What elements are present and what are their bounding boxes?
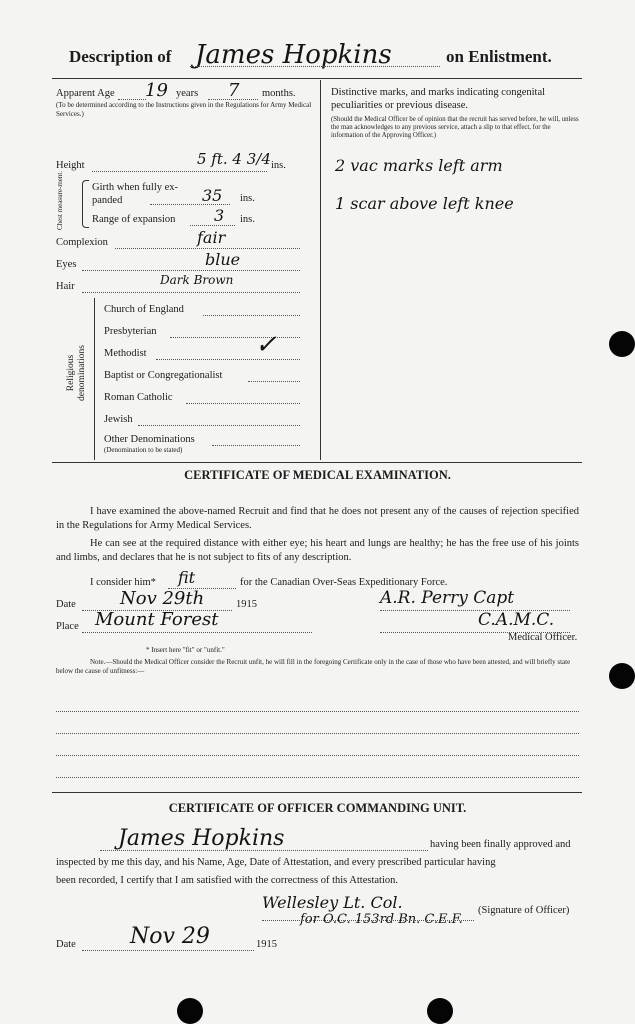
height-value: 5 ft. 4 3/4 — [197, 150, 271, 168]
complexion-label: Complexion — [56, 237, 108, 248]
methodist-dots — [156, 359, 300, 360]
commanding-text-a: having been finally approved and — [430, 839, 571, 850]
commanding-text-b: inspected by me this day, and his Name, Age, Date of Attestation, and every prescribed particular having — [56, 857, 496, 868]
coe-dots — [203, 315, 300, 316]
medical-para-2: He can see at the required distance with either eye; his heart and lungs are healthy; he has the free use of his joints and limbs, and declares that he is not subject to fits of any description. — [56, 538, 579, 563]
range-dots — [190, 225, 235, 226]
commanding-name: James Hopkins — [118, 826, 285, 851]
baptist-label: Baptist or Congregationalist — [104, 370, 223, 381]
height-label: Height — [56, 160, 85, 171]
commanding-date-dots — [82, 950, 254, 951]
date-value: Nov 29th — [120, 588, 205, 609]
age-note: (To be determined according to the Instructions given in the Regulations for Army Medical Services.) — [56, 101, 312, 118]
hair-value: Dark Brown — [160, 273, 234, 287]
medical-officer-label: Medical Officer. — [508, 632, 578, 643]
header-rule — [52, 78, 582, 79]
signature-of-officer-label: (Signature of Officer) — [478, 905, 570, 916]
punch-hole-bottom-1 — [177, 998, 203, 1024]
age-dots — [118, 99, 146, 100]
age-years: 19 — [145, 80, 168, 101]
title-suffix: on Enlistment. — [446, 47, 552, 66]
medical-note: Note.—Should the Medical Officer consider the Recruit unfit, he will fill in the foregoing Certificate only in the case of those who have been attested, and will briefly state below the cause of unfitness:— — [56, 658, 571, 675]
medical-para-1: I have examined the above-named Recruit and find that he does not present any of the causes of rejection specified in the Regulations for Army Medical Services. — [56, 506, 579, 531]
marks-heading: Distinctive marks, and marks indicating congenital peculiarities or previous disease. — [331, 87, 546, 111]
eyes-dots — [82, 270, 300, 271]
girth-label: Girth when fully ex-panded — [92, 182, 179, 206]
range-unit: ins. — [240, 214, 255, 225]
eyes-value: blue — [205, 250, 241, 269]
title-underline — [190, 66, 440, 67]
unfitness-line-2 — [56, 733, 579, 734]
commanding-heading: CERTIFICATE OF OFFICER COMMANDING UNIT. — [168, 801, 467, 815]
religion-heading — [62, 300, 90, 460]
jewish-dots — [138, 425, 300, 426]
years-label: years — [176, 88, 199, 99]
marks-entry-2: 1 scar above left knee — [335, 194, 514, 213]
marks-note: (Should the Medical Officer be of opinion that the recruit has served before, he will, unless the man acknowledges to any previous service, attach a slip to that effect, for the information of the Approving Officer.) — [331, 116, 579, 139]
consider-value: fit — [178, 568, 196, 587]
commanding-date-year: 1915 — [256, 939, 277, 950]
unfitness-line-4 — [56, 777, 579, 778]
column-divider — [320, 80, 321, 460]
methodist-check: ✓ — [255, 330, 277, 360]
jewish-label: Jewish — [104, 414, 133, 425]
commanding-signature: Wellesley Lt. Col. — [262, 893, 403, 912]
chest-label-text: Chest measure-ment. — [56, 170, 64, 230]
eyes-label: Eyes — [56, 259, 77, 270]
punch-hole-right-1 — [609, 331, 635, 357]
date-year: 1915 — [236, 599, 257, 610]
recruit-name: James Hopkins — [195, 40, 392, 70]
girth-value: 35 — [202, 186, 223, 205]
complexion-value: fair — [197, 228, 226, 247]
methodist-label: Methodist — [104, 348, 147, 359]
hair-dots — [82, 292, 300, 293]
age-months: 7 — [228, 80, 240, 101]
unfitness-line-1 — [56, 711, 579, 712]
commanding-signature-line-2: for O.C. 153rd Bn. C.E.F. — [300, 912, 463, 927]
presb-dots — [170, 337, 300, 338]
religion-heading-text: Religious denominations — [66, 345, 87, 401]
insert-note: * Insert here "fit" or "unfit." — [146, 646, 225, 654]
height-unit: ins. — [271, 160, 286, 171]
months-label: months. — [262, 88, 296, 99]
age-label: Apparent Age — [56, 88, 115, 99]
medical-heading: CERTIFICATE OF MEDICAL EXAMINATION. — [184, 468, 451, 482]
commanding-date-value: Nov 29 — [130, 924, 210, 949]
section-rule-2 — [52, 792, 582, 793]
title-prefix: Description of — [69, 47, 172, 66]
complexion-dots — [115, 248, 300, 249]
range-label: Range of expansion — [92, 214, 176, 225]
height-dots — [92, 171, 267, 172]
consider-label: I consider him* — [90, 577, 156, 588]
medical-signature: A.R. Perry Capt — [380, 588, 515, 608]
commanding-signature-dots — [262, 920, 474, 921]
baptist-dots — [248, 381, 300, 382]
presbyterian-label: Presbyterian — [104, 326, 157, 337]
religion-bracket — [94, 298, 95, 460]
medical-signature-2: C.A.M.C. — [478, 610, 555, 630]
punch-hole-bottom-2 — [427, 998, 453, 1024]
hair-label: Hair — [56, 281, 75, 292]
church-of-england-label: Church of England — [104, 304, 184, 315]
roman-catholic-label: Roman Catholic — [104, 392, 173, 403]
range-value: 3 — [214, 206, 225, 225]
commanding-name-dots — [100, 850, 428, 851]
commanding-date-label: Date — [56, 939, 76, 950]
place-dots — [82, 632, 312, 633]
punch-hole-right-2 — [609, 663, 635, 689]
commanding-text-c: been recorded, I certify that I am satisfied with the correctness of this Attestation. — [56, 875, 399, 886]
place-value: Mount Forest — [95, 609, 219, 630]
girth-unit: ins. — [240, 193, 255, 204]
other-denominations-label: Other Denominations — [104, 434, 195, 445]
marks-entry-1: 2 vac marks left arm — [335, 156, 503, 175]
place-label: Place — [56, 621, 79, 632]
other-denominations-note: (Denomination to be stated) — [104, 446, 183, 454]
chest-brace — [82, 180, 89, 228]
date-label: Date — [56, 599, 76, 610]
unfitness-line-3 — [56, 755, 579, 756]
other-dots — [212, 445, 300, 446]
consider-suffix: for the Canadian Over-Seas Expeditionary Force. — [240, 577, 448, 588]
rc-dots — [186, 403, 300, 404]
section-rule — [52, 462, 582, 463]
